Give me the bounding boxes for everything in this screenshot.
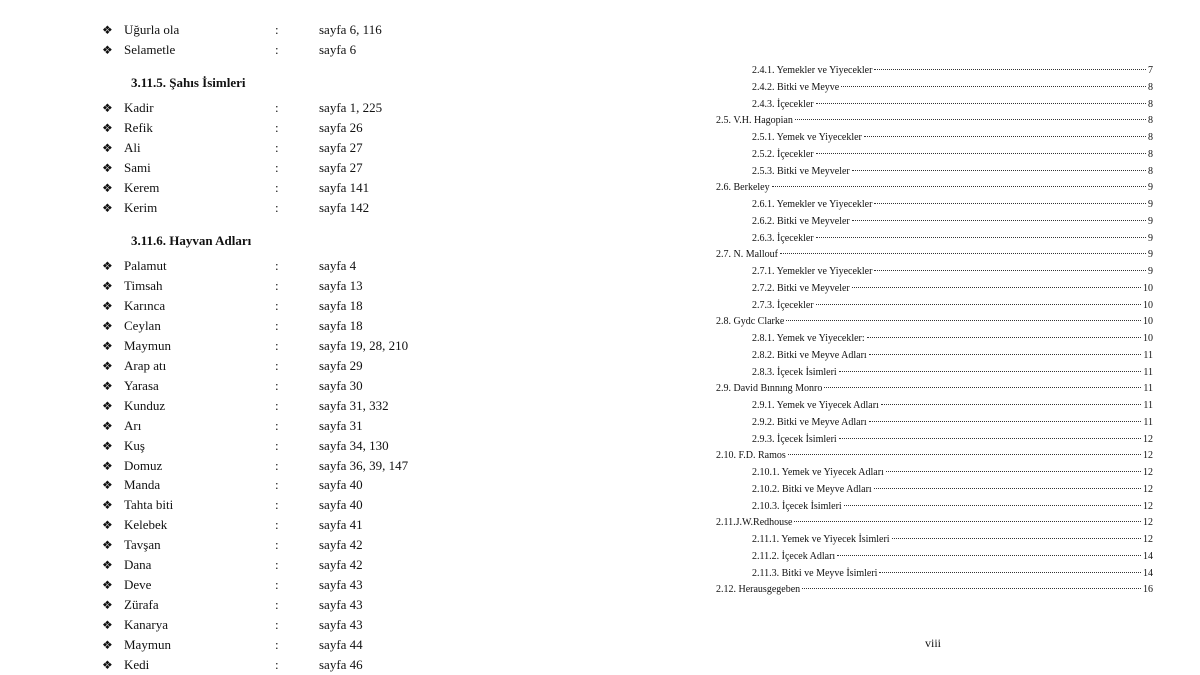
entry-name: Kedi	[124, 657, 150, 672]
diamond-bullet-icon: ❖	[102, 618, 113, 633]
toc-entry	[752, 130, 1153, 146]
toc-page-number: 9	[1148, 266, 1153, 277]
entry-separator: :	[275, 597, 279, 613]
index-entry	[0, 436, 600, 456]
toc-dot-leader	[794, 521, 1141, 522]
entry-name: Palamut	[124, 258, 167, 273]
toc-entry	[752, 348, 1153, 364]
toc-entry-title: 2.5.3. Bitki ve Meyveler	[752, 165, 850, 177]
index-entry	[0, 515, 600, 535]
diamond-bullet-icon: ❖	[102, 598, 113, 613]
toc-page-number: 8	[1148, 148, 1153, 160]
index-entry	[0, 256, 600, 276]
entry-pages: sayfa 43	[319, 597, 363, 613]
toc-entry	[752, 97, 1153, 113]
toc-page-number: 10	[1143, 316, 1153, 328]
toc-entry	[752, 566, 1153, 582]
entry-separator: :	[275, 537, 279, 553]
toc-entry-title: 2.6.3. İçecekler	[752, 232, 814, 244]
entry-name: Tahta biti	[124, 497, 174, 513]
diamond-bullet-icon: ❖	[102, 160, 113, 175]
entry-name: Arap atı	[124, 357, 167, 373]
index-entry	[0, 495, 600, 515]
entry-pages: sayfa 43	[319, 577, 363, 593]
entry-name: Ali	[124, 139, 141, 155]
toc-dot-leader	[852, 287, 1141, 288]
entry-pages: sayfa 13	[319, 277, 363, 293]
toc-entry	[752, 298, 1153, 314]
entry-separator: :	[275, 357, 279, 373]
entry-pages: sayfa 27	[319, 139, 363, 155]
entry-pages: sayfa 44	[319, 637, 363, 653]
diamond-bullet-icon: ❖	[102, 458, 113, 473]
page-number: viii	[925, 636, 942, 650]
index-entry	[0, 98, 600, 118]
entry-pages: sayfa 18	[319, 317, 363, 333]
entry-pages: sayfa 19, 28, 210	[319, 337, 409, 353]
entry-pages: sayfa 46	[319, 657, 363, 672]
index-entry	[0, 635, 600, 655]
toc-entry-title: 2.5.1. Yemek ve Yiyecekler	[752, 132, 862, 143]
section-heading: 3.11.5. Şahıs İsimleri	[131, 75, 246, 90]
diamond-bullet-icon: ❖	[102, 398, 113, 413]
entry-pages: sayfa 42	[319, 557, 363, 573]
entry-separator: :	[275, 437, 279, 453]
toc-entry-title: 2.5.2. İçecekler	[752, 148, 814, 160]
diamond-bullet-icon: ❖	[102, 23, 113, 37]
toc-page-number: 16	[1143, 584, 1153, 596]
toc-entry	[716, 247, 1153, 263]
toc-page-number: 12	[1143, 483, 1153, 495]
index-entry	[0, 356, 600, 376]
entry-separator: :	[275, 497, 279, 513]
toc-dot-leader	[795, 119, 1146, 120]
toc-dot-leader	[839, 438, 1141, 439]
diamond-bullet-icon: ❖	[102, 578, 113, 593]
toc-dot-leader	[816, 103, 1146, 104]
toc-entry	[752, 164, 1153, 180]
entry-pages: sayfa 6, 116	[319, 22, 382, 37]
toc-dot-leader	[837, 555, 1141, 556]
index-entry	[0, 40, 600, 60]
toc-dot-leader	[841, 86, 1146, 87]
toc-entry-title: 2.7.2. Bitki ve Meyveler	[752, 282, 850, 294]
diamond-bullet-icon: ❖	[102, 259, 113, 273]
toc-entry-title: 2.10.2. Bitki ve Meyve Adları	[752, 483, 872, 495]
entry-separator: :	[275, 517, 279, 533]
diamond-bullet-icon: ❖	[102, 358, 113, 373]
toc-dot-leader	[881, 404, 1142, 405]
toc-dot-leader	[874, 270, 1146, 271]
diamond-bullet-icon: ❖	[102, 658, 113, 672]
entry-pages: sayfa 43	[319, 617, 363, 633]
entry-pages: sayfa 6	[319, 41, 357, 57]
entry-separator: :	[275, 41, 279, 57]
diamond-bullet-icon: ❖	[102, 418, 113, 433]
entry-pages: sayfa 40	[319, 477, 363, 493]
toc-dot-leader	[772, 186, 1146, 187]
toc-page-number: 12	[1143, 500, 1153, 512]
entry-name: Timsah	[124, 277, 163, 293]
index-entry	[0, 376, 600, 396]
entry-name: Deve	[124, 577, 152, 593]
entry-name: Yarasa	[124, 377, 159, 393]
toc-entry-title: 2.9.3. İçecek İsimleri	[752, 433, 837, 445]
toc-dot-leader	[816, 237, 1146, 238]
toc-page-number: 8	[1148, 115, 1153, 127]
toc-entry	[752, 80, 1153, 96]
toc-dot-leader	[786, 320, 1141, 321]
entry-separator: :	[275, 557, 279, 573]
toc-entry	[752, 331, 1153, 347]
toc-page-number: 8	[1148, 165, 1153, 177]
entry-separator: :	[275, 617, 279, 633]
toc-entry	[716, 381, 1153, 397]
entry-name: Kunduz	[124, 397, 166, 413]
index-entry	[0, 198, 600, 218]
toc-entry	[752, 365, 1153, 381]
index-entry	[0, 396, 600, 416]
toc-entry-title: 2.8.1. Yemek ve Yiyecekler:	[752, 333, 865, 344]
entry-name: Tavşan	[124, 537, 161, 553]
index-entry	[0, 20, 600, 40]
toc-page-number: 8	[1148, 98, 1153, 110]
toc-dot-leader	[879, 572, 1141, 573]
toc-entry	[752, 415, 1153, 431]
toc-dot-leader	[788, 454, 1141, 455]
diamond-bullet-icon: ❖	[102, 518, 113, 533]
toc-entry	[716, 314, 1153, 330]
index-entry	[0, 456, 600, 476]
entry-separator: :	[275, 179, 279, 195]
toc-page-number: 9	[1148, 215, 1153, 227]
entry-separator: :	[275, 637, 279, 653]
entry-pages: sayfa 30	[319, 377, 363, 393]
entry-separator: :	[275, 577, 279, 593]
entry-separator: :	[275, 297, 279, 313]
index-entry	[0, 118, 600, 138]
toc-entry	[752, 231, 1153, 247]
diamond-bullet-icon: ❖	[102, 298, 113, 313]
toc-page-number: 11	[1143, 349, 1153, 361]
toc-entry	[752, 197, 1153, 213]
toc-entry	[752, 465, 1153, 481]
toc-entry-title: 2.12. Herausgegeben	[716, 584, 801, 596]
entry-separator: :	[275, 337, 279, 353]
toc-entry-title: 2.9.1. Yemek ve Yiyecek Adları	[752, 400, 879, 411]
index-entry	[0, 575, 600, 595]
toc-page-number: 12	[1143, 467, 1153, 478]
entry-separator: :	[275, 277, 279, 293]
toc-dot-leader	[869, 421, 1142, 422]
toc-dot-leader	[886, 471, 1141, 472]
entry-name: Kuş	[124, 437, 145, 453]
entry-name: Selametle	[124, 41, 176, 57]
toc-entry	[752, 432, 1153, 448]
section-heading: 3.11.6. Hayvan Adları	[131, 233, 252, 248]
toc-entry	[716, 113, 1153, 129]
toc-page-number: 11	[1143, 383, 1153, 395]
toc-page-number: 10	[1143, 333, 1153, 344]
entry-pages: sayfa 31	[319, 417, 363, 433]
index-entry	[0, 336, 600, 356]
diamond-bullet-icon: ❖	[102, 558, 113, 573]
index-entry	[0, 158, 600, 178]
entry-separator: :	[275, 477, 279, 493]
toc-entry-title: 2.4.3. İçecekler	[752, 98, 814, 110]
entry-name: Refik	[124, 119, 153, 135]
entry-name: Dana	[124, 557, 152, 573]
entry-name: Kanarya	[124, 617, 169, 633]
toc-page-number: 10	[1143, 299, 1153, 311]
toc-page-number: 11	[1143, 366, 1153, 378]
toc-dot-leader	[816, 153, 1146, 154]
index-entry	[0, 595, 600, 615]
toc-dot-leader	[802, 588, 1141, 589]
toc-dot-leader	[874, 488, 1141, 489]
entry-separator: :	[275, 657, 279, 672]
entry-name: Domuz	[124, 457, 163, 473]
entry-separator: :	[275, 22, 279, 37]
entry-name: Kerem	[124, 179, 160, 195]
toc-entry-title: 2.4.1. Yemekler ve Yiyecekler	[752, 65, 873, 76]
diamond-bullet-icon: ❖	[102, 278, 113, 293]
toc-entry-title: 2.8. Gydc Clarke	[716, 316, 785, 328]
toc-dot-leader	[816, 304, 1141, 305]
toc-dot-leader	[864, 136, 1146, 137]
diamond-bullet-icon: ❖	[102, 101, 113, 115]
diamond-bullet-icon: ❖	[102, 498, 113, 513]
entry-name: Zürafa	[124, 597, 159, 613]
toc-entry-title: 2.6.2. Bitki ve Meyveler	[752, 215, 850, 227]
right-page-table-of-contents	[600, 0, 1200, 675]
entry-name: Kadir	[124, 100, 154, 115]
entry-separator: :	[275, 100, 279, 115]
toc-entry	[752, 499, 1153, 515]
toc-entry	[752, 532, 1153, 548]
entry-name: Maymun	[124, 337, 171, 353]
toc-page-number: 14	[1143, 550, 1153, 562]
toc-entry-title: 2.6. Berkeley	[716, 182, 770, 194]
toc-entry-title: 2.8.2. Bitki ve Meyve Adları	[752, 349, 867, 361]
toc-dot-leader	[869, 354, 1142, 355]
toc-entry-title: 2.8.3. İçecek İsimleri	[752, 366, 837, 378]
entry-pages: sayfa 29	[319, 357, 363, 373]
toc-page-number: 12	[1143, 534, 1153, 545]
toc-page-number: 11	[1143, 416, 1153, 428]
diamond-bullet-icon: ❖	[102, 120, 113, 135]
entry-pages: sayfa 31, 332	[319, 397, 389, 413]
index-entry	[0, 555, 600, 575]
entry-pages: sayfa 18	[319, 297, 363, 313]
toc-entry	[752, 398, 1153, 414]
toc-entry	[716, 582, 1153, 598]
entry-pages: sayfa 36, 39, 147	[319, 457, 409, 473]
toc-page-number: 11	[1143, 400, 1153, 411]
entry-name: Uğurla ola	[124, 22, 180, 37]
toc-entry-title: 2.9. David Bınnıng Monro	[716, 383, 823, 395]
toc-dot-leader	[874, 203, 1146, 204]
entry-pages: sayfa 142	[319, 199, 370, 215]
diamond-bullet-icon: ❖	[102, 538, 113, 553]
toc-page-number: 8	[1148, 132, 1153, 143]
toc-entry-title: 2.11.3. Bitki ve Meyve İsimleri	[752, 567, 878, 579]
toc-page-number: 7	[1148, 65, 1153, 76]
toc-entry	[716, 180, 1153, 196]
toc-entry	[716, 515, 1153, 531]
entry-separator: :	[275, 159, 279, 175]
toc-entry-title: 2.5. V.H. Hagopian	[716, 115, 793, 127]
toc-dot-leader	[867, 337, 1141, 338]
toc-entry-title: 2.11.1. Yemek ve Yiyecek İsimleri	[752, 534, 890, 545]
entry-pages: sayfa 40	[319, 497, 363, 513]
entry-name: Kerim	[124, 199, 158, 215]
entry-name: Maymun	[124, 637, 171, 653]
diamond-bullet-icon: ❖	[102, 338, 113, 353]
diamond-bullet-icon: ❖	[102, 478, 113, 493]
index-entry	[0, 178, 600, 198]
toc-page-number: 8	[1148, 81, 1153, 93]
diamond-bullet-icon: ❖	[102, 438, 113, 453]
toc-entry-title: 2.10. F.D. Ramos	[716, 450, 786, 462]
toc-page-number: 9	[1148, 249, 1153, 261]
index-entry	[0, 316, 600, 336]
index-entry	[0, 475, 600, 495]
diamond-bullet-icon: ❖	[102, 180, 113, 195]
entry-name: Kelebek	[124, 517, 168, 533]
toc-entry-title: 2.10.1. Yemek ve Yiyecek Adları	[752, 467, 884, 478]
entry-pages: sayfa 1, 225	[319, 100, 383, 115]
toc-page-number: 9	[1148, 232, 1153, 244]
entry-separator: :	[275, 258, 279, 273]
entry-pages: sayfa 42	[319, 537, 363, 553]
entry-separator: :	[275, 417, 279, 433]
toc-dot-leader	[852, 170, 1146, 171]
toc-dot-leader	[892, 538, 1141, 539]
entry-separator: :	[275, 317, 279, 333]
entry-separator: :	[275, 457, 279, 473]
diamond-bullet-icon: ❖	[102, 638, 113, 653]
toc-entry	[752, 482, 1153, 498]
index-entry	[0, 615, 600, 635]
index-entry	[0, 138, 600, 158]
entry-separator: :	[275, 119, 279, 135]
entry-name: Karınca	[124, 297, 166, 313]
toc-page-number: 14	[1143, 567, 1153, 579]
entry-pages: sayfa 26	[319, 119, 363, 135]
index-entry	[0, 655, 600, 675]
toc-entry	[752, 549, 1153, 565]
diamond-bullet-icon: ❖	[102, 318, 113, 333]
entry-separator: :	[275, 397, 279, 413]
index-entry	[0, 296, 600, 316]
entry-separator: :	[275, 139, 279, 155]
entry-separator: :	[275, 377, 279, 393]
toc-page-number: 12	[1143, 433, 1153, 445]
index-entry	[0, 416, 600, 436]
diamond-bullet-icon: ❖	[102, 140, 113, 155]
toc-entry-title: 2.4.2. Bitki ve Meyve	[752, 81, 840, 93]
toc-dot-leader	[824, 387, 1141, 388]
entry-name: Ceylan	[124, 317, 161, 333]
toc-page-number: 10	[1143, 282, 1153, 294]
toc-dot-leader	[852, 220, 1146, 221]
toc-entry-title: 2.7. N. Mallouf	[716, 249, 778, 261]
toc-entry	[752, 281, 1153, 297]
diamond-bullet-icon: ❖	[102, 200, 113, 215]
toc-dot-leader	[839, 371, 1142, 372]
toc-dot-leader	[874, 69, 1146, 70]
toc-page-number: 12	[1143, 450, 1153, 462]
toc-dot-leader	[844, 505, 1141, 506]
toc-page-number: 9	[1148, 199, 1153, 210]
toc-page-number: 12	[1143, 517, 1153, 529]
entry-pages: sayfa 34, 130	[319, 437, 389, 453]
diamond-bullet-icon: ❖	[102, 378, 113, 393]
toc-entry-title: 2.11.J.W.Redhouse	[716, 517, 793, 529]
toc-entry	[752, 264, 1153, 280]
entry-name: Manda	[124, 477, 161, 493]
entry-pages: sayfa 141	[319, 179, 370, 195]
toc-entry-title: 2.7.3. İçecekler	[752, 299, 814, 311]
toc-entry	[752, 214, 1153, 230]
entry-separator: :	[275, 199, 279, 215]
diamond-bullet-icon: ❖	[102, 42, 113, 57]
toc-entry-title: 2.11.2. İçecek Adları	[752, 550, 836, 562]
toc-entry	[752, 147, 1153, 163]
toc-entry	[716, 448, 1153, 464]
toc-page-number: 9	[1148, 182, 1153, 194]
entry-name: Arı	[124, 417, 142, 433]
toc-entry-title: 2.9.2. Bitki ve Meyve Adları	[752, 416, 867, 428]
index-entry	[0, 535, 600, 555]
toc-entry	[752, 63, 1153, 79]
entry-pages: sayfa 4	[319, 258, 357, 273]
entry-pages: sayfa 41	[319, 517, 363, 533]
entry-pages: sayfa 27	[319, 159, 363, 175]
entry-name: Sami	[124, 159, 151, 175]
toc-dot-leader	[780, 253, 1146, 254]
index-entry	[0, 276, 600, 296]
toc-entry-title: 2.6.1. Yemekler ve Yiyecekler	[752, 199, 873, 210]
toc-entry-title: 2.10.3. İçecek İsimleri	[752, 500, 842, 512]
toc-entry-title: 2.7.1. Yemekler ve Yiyecekler	[752, 266, 873, 277]
